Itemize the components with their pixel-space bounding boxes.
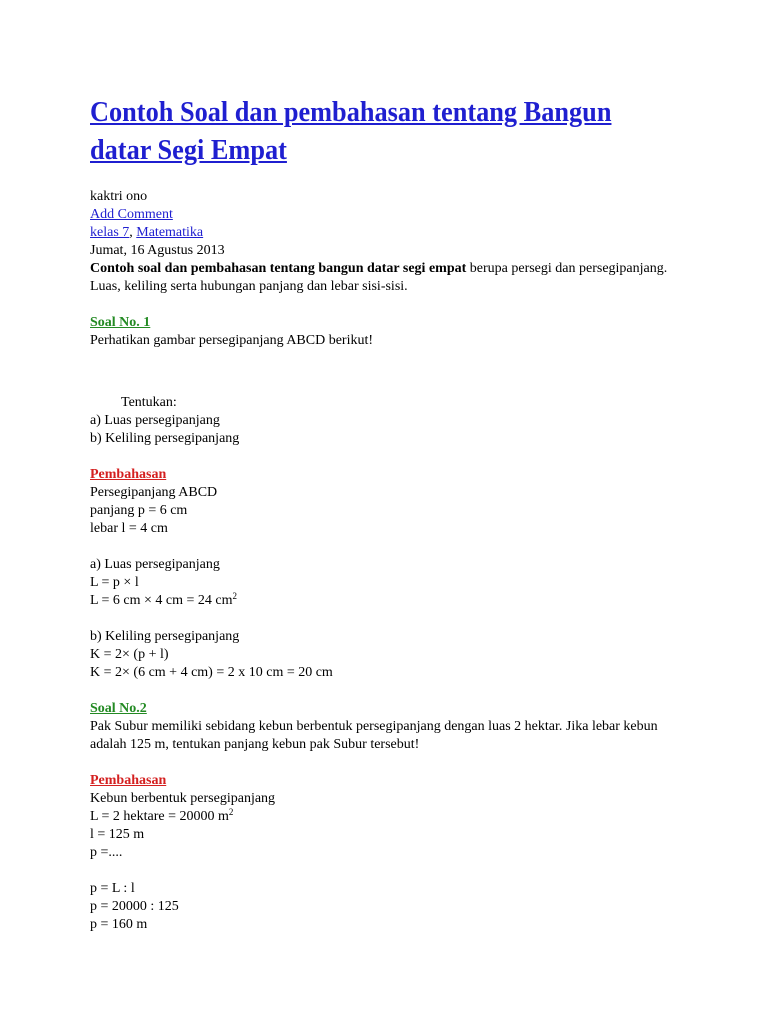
document-page bbox=[90, 94, 690, 934]
label-kelas-7-link[interactable]: kelas 7 bbox=[90, 225, 130, 240]
add-comment-link[interactable]: Add Comment bbox=[90, 207, 173, 222]
soal-1-tentukan: Tentukan: bbox=[121, 395, 177, 410]
label-separator: , bbox=[129, 225, 137, 240]
intro-bold-text: Contoh soal dan pembahasan tentang bangun datar segi empat bbox=[90, 261, 467, 276]
soal-2-question: Pak Subur memiliki sebidang kebun berbentuk persegipanjang dengan luas 2 hektar. Jika lebar kebun adalah 125 m, tentukan panjang kebun pak Subur tersebut! bbox=[90, 719, 658, 752]
pembahasan-2-line-2-sup: 2 bbox=[228, 807, 234, 817]
pembahasan-2-line-7: p = 160 m bbox=[90, 917, 148, 932]
labels-line bbox=[90, 224, 690, 242]
intro-text: berupa persegi dan persegipanjang. Luas, keliling serta hubungan panjang dan lebar sisi-sisi. bbox=[90, 261, 668, 294]
soal-1-item-a: a) Luas persegipanjang bbox=[90, 413, 220, 428]
pembahasan-2-line-4: p =.... bbox=[90, 845, 123, 860]
pembahasan-1-b-title: b) Keliling persegipanjang bbox=[90, 629, 240, 644]
pembahasan-1-a-title: a) Luas persegipanjang bbox=[90, 557, 220, 572]
pembahasan-1-heading: Pembahasan bbox=[90, 467, 167, 482]
soal-1-item-b: b) Keliling persegipanjang bbox=[90, 431, 240, 446]
pembahasan-1-line-1: Persegipanjang ABCD bbox=[90, 485, 218, 500]
pembahasan-1-a-result bbox=[90, 592, 690, 610]
pembahasan-1-a-result-text: L = 6 cm × 4 cm = 24 cm bbox=[90, 593, 233, 608]
soal-1-heading: Soal No. 1 bbox=[90, 315, 151, 330]
post-date: Jumat, 16 Agustus 2013 bbox=[90, 243, 225, 258]
pembahasan-2-line-3: l = 125 m bbox=[90, 827, 145, 842]
pembahasan-2-line-2-text: L = 2 hektare = 20000 m bbox=[90, 809, 229, 824]
pembahasan-2-line-1: Kebun berbentuk persegipanjang bbox=[90, 791, 276, 806]
pembahasan-2-line-5: p = L : l bbox=[90, 881, 135, 896]
pembahasan-1-line-2: panjang p = 6 cm bbox=[90, 503, 188, 518]
soal-2-heading: Soal No.2 bbox=[90, 701, 147, 716]
pembahasan-2-line-6: p = 20000 : 125 bbox=[90, 899, 179, 914]
post-meta bbox=[90, 188, 690, 260]
pembahasan-1-line-3: lebar l = 4 cm bbox=[90, 521, 168, 536]
pembahasan-1-b-formula: K = 2× (p + l) bbox=[90, 647, 169, 662]
soal-1-question: Perhatikan gambar persegipanjang ABCD berikut! bbox=[90, 333, 374, 348]
pembahasan-2-heading: Pembahasan bbox=[90, 773, 167, 788]
pembahasan-1-b-result: K = 2× (6 cm + 4 cm) = 2 x 10 cm = 20 cm bbox=[90, 665, 333, 680]
page-title[interactable]: Contoh Soal dan pembahasan tentang Bangun datar Segi Empat bbox=[90, 97, 612, 166]
pembahasan-2-line-2 bbox=[90, 808, 690, 826]
author-name: kaktri ono bbox=[90, 189, 148, 204]
label-matematika-link[interactable]: Matematika bbox=[136, 225, 204, 240]
pembahasan-1-a-formula: L = p × l bbox=[90, 575, 139, 590]
pembahasan-1-a-result-sup: 2 bbox=[232, 591, 238, 601]
intro-paragraph bbox=[90, 260, 690, 296]
